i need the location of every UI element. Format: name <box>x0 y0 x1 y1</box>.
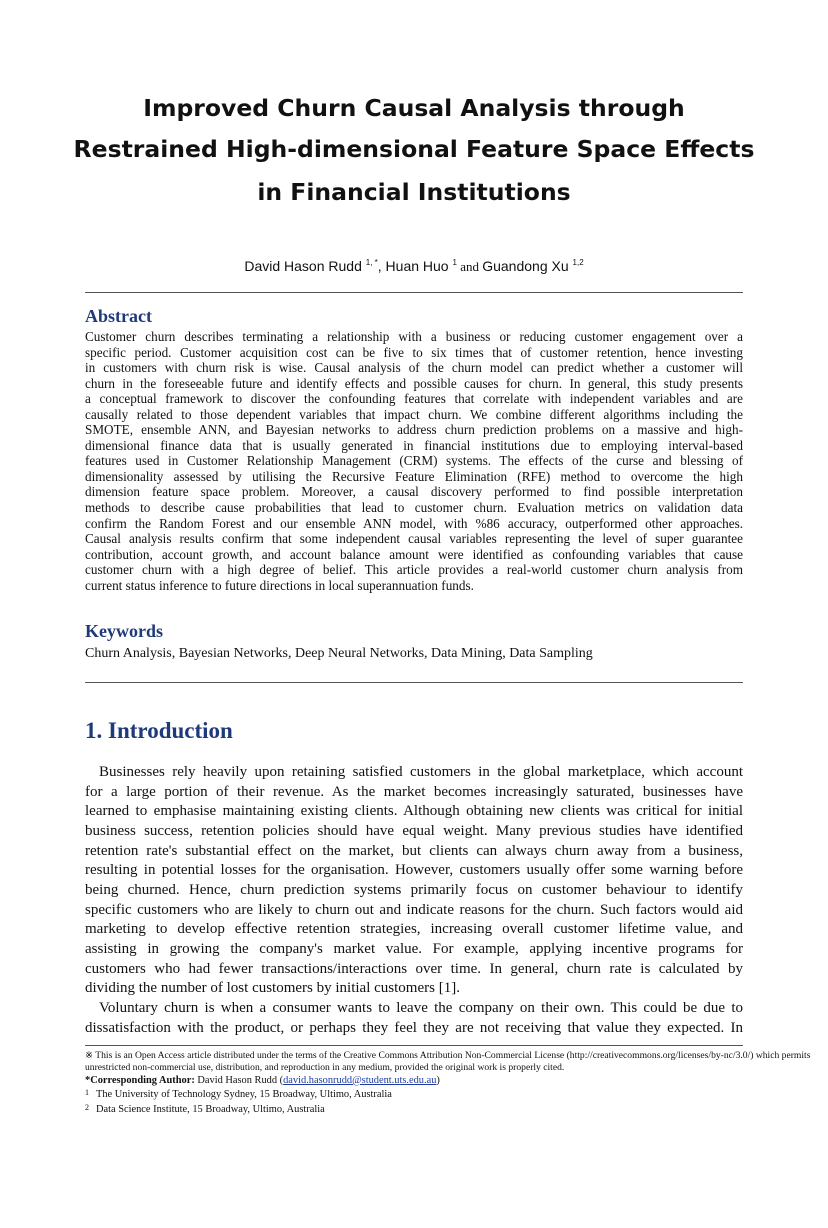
affiliation-number: 1 <box>85 1088 89 1098</box>
body-line: being churned. Hence, churn prediction systems primarily focus on customer behaviour to identify <box>85 881 743 898</box>
abstract-line: confirm the Random Forest and our ensemble ANN model, with %86 accuracy, outperformed other approaches. <box>85 515 743 531</box>
author-affiliation-mark: 1, * <box>365 258 378 267</box>
affiliation-text: Data Science Institute, 15 Broadway, Ultimo, Australia <box>96 1103 325 1115</box>
author-affiliation-mark: 1,2 <box>572 258 584 267</box>
footnotes <box>85 1045 811 1116</box>
introduction-body <box>85 763 743 1038</box>
body-line: resulting in potential losses for the organisation. However, customers usually offer some warning before <box>85 862 743 879</box>
body-line: business success, retention policies should have equal weight. Many previous studies have identified <box>85 822 743 839</box>
corresponding-author-name: David Hason Rudd ( <box>194 1074 284 1086</box>
section-heading: 1. Introduction <box>85 718 233 743</box>
abstract-line: methods to describe cause probabilities that lead to customer churn. Evaluation metrics on validation data <box>85 500 743 516</box>
affiliation-number: 2 <box>85 1102 89 1112</box>
title-line: Restrained High-dimensional Feature Space Effects <box>73 135 755 163</box>
abstract-line: dimension feature space problem. Moreover, a causal discovery performed to find possible interpretation <box>85 484 743 500</box>
license-note: ※ This is an Open Access article distributed under the terms of the Creative Commons Attribution Non-Commercial License (http://creativecommons.org/licenses/by-nc/3.0/) which permits <box>85 1050 811 1061</box>
abstract-line: in customers with churn risk is wise. Causal analysis of the churn model can predict whether a customer will <box>85 360 743 376</box>
abstract-line: contribution, account growth, and account balance amount were identified as confounding variables that cause <box>85 546 743 562</box>
author-separator: , <box>377 258 386 274</box>
abstract-line: customer churn with a high degree of belief. This article provides a real-world customer churn analysis from <box>85 562 743 578</box>
body-line: marketing to develop effective retention strategies, increasing overall customer lifetime value, and <box>85 921 743 938</box>
abstract-line: dimensionality assessed by utilising the Recursive Feature Elimination (RFE) method to overcome the high <box>85 468 743 484</box>
body-line: assisting in growing the company's market value. For example, applying incentive programs for <box>85 940 743 957</box>
title-line: Improved Churn Causal Analysis through <box>143 94 685 122</box>
corresponding-author <box>85 1075 743 1087</box>
corresponding-author-close: ) <box>436 1074 440 1086</box>
body-line: Businesses rely heavily upon retaining satisfied customers in the global marketplace, which account <box>99 764 743 780</box>
paper-title <box>60 88 768 213</box>
abstract-line: churn in the foreseeable future and identify effects and possible causes for churn. In general, this study presents <box>85 375 743 391</box>
abstract-line: specific period. Customer acquisition cost can be five to six times that of customer retention, hence investing <box>85 344 743 360</box>
abstract-line: current status inference to future directions in local superannuation funds. <box>85 577 474 593</box>
body-line: customers who had fewer transactions/interactions over time. In general, churn rate is calculated by <box>85 960 743 977</box>
abstract-heading: Abstract <box>85 306 152 326</box>
abstract-body <box>85 329 743 593</box>
body-line: retention rate's substantial effect on the market, but clients can always churn away from a business, <box>85 842 743 859</box>
affiliation <box>85 1087 743 1101</box>
keywords-list: Churn Analysis, Bayesian Networks, Deep Neural Networks, Data Mining, Data Sampling <box>85 646 593 661</box>
abstract-line: Customer churn describes terminating a relationship with a business or reducing customer engagement over a <box>85 329 743 344</box>
body-line: dividing the number of lost customers by initial customers [1]. <box>85 980 460 997</box>
corresponding-author-label: *Corresponding Author: <box>85 1074 195 1086</box>
divider <box>85 682 743 683</box>
author-affiliation-mark: 1 <box>452 258 457 267</box>
body-line: Voluntary churn is when a consumer wants to leave the company on their own. This could be due to <box>99 999 743 1016</box>
author-name: David Hason Rudd <box>244 258 362 274</box>
body-line: dissatisfaction with the product, or perhaps they feel they are not receiving that value they expected. In <box>85 1019 743 1036</box>
author-list <box>60 258 768 275</box>
affiliation-text: The University of Technology Sydney, 15 Broadway, Ultimo, Australia <box>96 1089 392 1101</box>
abstract-line: features used in Customer Relationship Management (CRM) systems. The effects of the curse and blessing of <box>85 453 743 469</box>
abstract-line: a conceptual framework to discover the confounding features that correlate with independent variables and are <box>85 391 743 407</box>
title-line: in Financial Institutions <box>257 178 571 206</box>
license-note: unrestricted non-commercial use, distribution, and reproduction in any medium, provided the original work is properly cited. <box>85 1062 565 1074</box>
author-name: Huan Huo <box>385 258 449 274</box>
author-conjunction: and <box>456 259 483 274</box>
author-name: Guandong Xu <box>482 258 569 274</box>
abstract-line: SMOTE, ensemble ANN, and Bayesian networks to address churn prediction problems on a massive and high- <box>85 422 743 438</box>
keywords-heading: Keywords <box>85 621 163 641</box>
body-line: specific customers who are likely to churn out and indicate reasons for the churn. Such factors would aid <box>85 901 743 918</box>
abstract-line: dimensional finance data that is usually generated in financial institutions due to employing interval-based <box>85 437 743 453</box>
abstract-line: causally related to those dependent variables that impact churn. We combine different algorithms including the <box>85 406 743 422</box>
affiliation <box>85 1102 743 1116</box>
email-link[interactable]: david.hasonrudd@student.uts.edu.au <box>283 1074 437 1086</box>
body-line: for a large portion of their revenue. As the market becomes increasingly saturated, businesses have <box>85 783 743 800</box>
body-line: learned to emphasise maintaining existing clients. Although obtaining new clients was critical for initial <box>85 803 743 820</box>
abstract-line: Causal analysis results confirm that some independent causal variables representing the level of super guarantee <box>85 531 743 547</box>
divider <box>85 292 743 293</box>
